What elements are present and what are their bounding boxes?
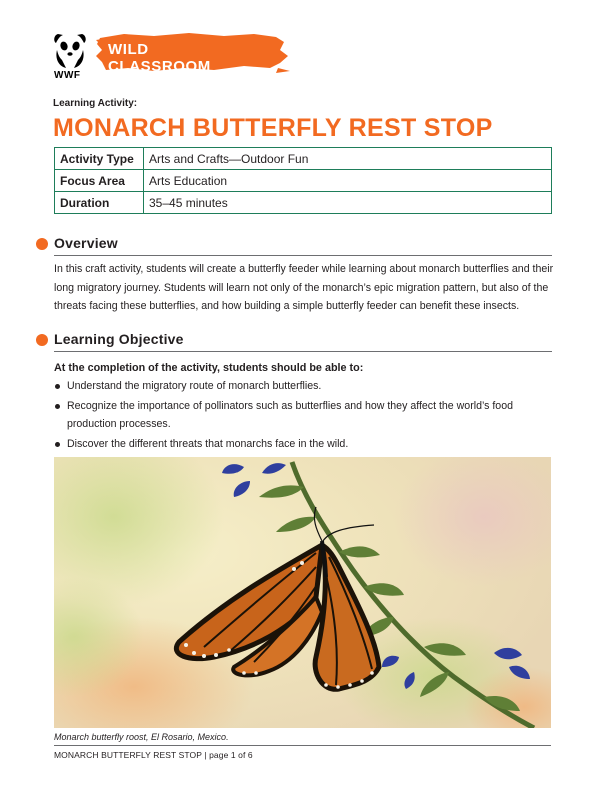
overview-text: In this craft activity, students will create a butterfly feeder while learning about monarch butterflies and their long migratory journey. Students will learn not only of the monarch’s epic migration pattern, but also of the threats facing these butterflies, and how building a simple butterfly feeder can benefit these insects. (54, 263, 554, 312)
page-footer: MONARCH BUTTERFLY REST STOP | page 1 of 6 (54, 750, 253, 760)
objective-subhead: At the completion of the activity, students should be able to: (54, 362, 364, 374)
wwf-wordmark: WWF (54, 70, 81, 81)
activity-info-table (54, 147, 552, 214)
wild-classroom-title: WILD CLASSROOM (108, 41, 211, 75)
table-row (55, 170, 552, 192)
table-key: Duration (55, 192, 144, 214)
list-item: Understand the migratory route of monarch butterflies. (54, 377, 554, 395)
table-row (55, 148, 552, 170)
table-key: Focus Area (55, 170, 144, 192)
section-title: Learning Objective (54, 331, 184, 347)
table-row (55, 192, 552, 214)
learning-objective-heading (36, 331, 552, 351)
kicker: Learning Activity: (53, 98, 138, 109)
table-value: 35–45 minutes (144, 192, 552, 214)
objective-list (54, 377, 554, 455)
list-item: Discover the different threats that monarchs face in the wild. (54, 435, 554, 453)
list-item: Recognize the importance of pollinators such as butterflies and how they affect the world’s food production processes. (54, 397, 554, 433)
bullet-dot-icon (36, 238, 48, 250)
divider (54, 255, 552, 256)
table-key: Activity Type (55, 148, 144, 170)
section-title: Overview (54, 235, 118, 251)
overview-heading (36, 235, 552, 255)
photo-caption: Monarch butterfly roost, El Rosario, Mexico. (54, 732, 229, 742)
table-value: Arts Education (144, 170, 552, 192)
monarch-butterfly-photo (54, 457, 551, 728)
bullet-dot-icon (36, 334, 48, 346)
table-value: Arts and Crafts—Outdoor Fun (144, 148, 552, 170)
divider (54, 351, 552, 352)
footer-divider (54, 745, 551, 746)
page-title: MONARCH BUTTERFLY REST STOP (53, 114, 493, 142)
